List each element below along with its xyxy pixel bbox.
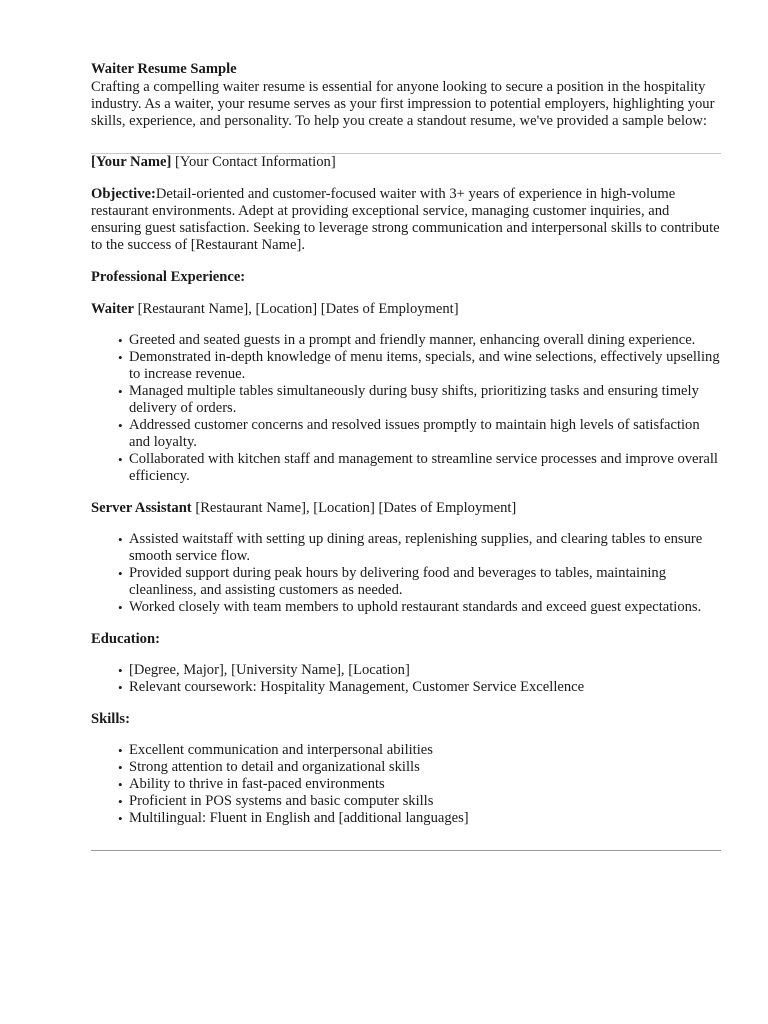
list-item <box>118 742 721 759</box>
objective-text: Detail-oriented and customer-focused waiter with 3+ years of experience in high-volume restaurant environments. Adept at providing exceptional service, managing customer inquiries, and ensuring guest satisfaction. Seeking to leverage strong communication and interpersonal skills to contribute to the success of [Restaurant Name]. <box>91 186 720 253</box>
job-title-line <box>91 301 721 318</box>
bullet-icon: • <box>118 777 123 792</box>
bullet-icon: • <box>118 452 123 467</box>
education-bullet-list <box>91 662 721 696</box>
bullet-icon: • <box>118 532 123 547</box>
bullet-icon: • <box>118 794 123 809</box>
bullet-text: Relevant coursework: Hospitality Management, Customer Service Excellence <box>129 679 585 695</box>
bullet-icon: • <box>118 600 123 615</box>
bullet-icon: • <box>118 333 123 348</box>
list-item <box>118 451 721 485</box>
skills-heading: Skills: <box>91 711 130 727</box>
list-item <box>118 662 721 679</box>
job-role: Server Assistant <box>91 500 192 516</box>
objective-paragraph <box>91 186 721 254</box>
list-item <box>118 793 721 810</box>
objective-label: Objective: <box>91 186 156 202</box>
bottom-divider <box>91 850 721 851</box>
bullet-icon: • <box>118 760 123 775</box>
document-title: Waiter Resume Sample <box>91 61 237 77</box>
job-bullet-list <box>91 332 721 485</box>
bullet-text: Collaborated with kitchen staff and management to streamline service processes and improve overall efficiency. <box>129 451 718 484</box>
job-bullet-list <box>91 531 721 616</box>
bullet-text: Provided support during peak hours by delivering food and beverages to tables, maintaining cleanliness, and assisting customers as needed. <box>129 565 667 598</box>
education-heading: Education: <box>91 631 160 647</box>
bullet-icon: • <box>118 743 123 758</box>
list-item <box>118 679 721 696</box>
bullet-text: Addressed customer concerns and resolved issues promptly to maintain high levels of satisfaction and loyalty. <box>129 417 700 450</box>
bullet-text: Assisted waitstaff with setting up dining areas, replenishing supplies, and clearing tables to ensure smooth service flow. <box>129 531 703 564</box>
bullet-text: Multilingual: Fluent in English and [additional languages] <box>129 810 469 826</box>
intro-paragraph: Crafting a compelling waiter resume is essential for anyone looking to secure a position in the hospitality industry. As a waiter, your resume serves as your first impression to potential employers, highlighting your skills, experience, and personality. To help you create a standout resume, we've provided a sample below: <box>91 79 715 129</box>
bullet-text: Excellent communication and interpersonal abilities <box>129 742 433 758</box>
bullet-icon: • <box>118 350 123 365</box>
job-role: Waiter <box>91 301 134 317</box>
bullet-text: Managed multiple tables simultaneously during busy shifts, prioritizing tasks and ensuring timely delivery of orders. <box>129 383 699 416</box>
bullet-icon: • <box>118 811 123 826</box>
list-item <box>118 349 721 383</box>
experience-heading: Professional Experience: <box>91 269 246 285</box>
list-item <box>118 759 721 776</box>
job-details: [Restaurant Name], [Location] [Dates of Employment] <box>195 500 517 516</box>
skills-bullet-list <box>91 742 721 827</box>
bullet-text: Strong attention to detail and organizational skills <box>129 759 420 775</box>
bullet-icon: • <box>118 384 123 399</box>
list-item <box>118 531 721 565</box>
bullet-icon: • <box>118 566 123 581</box>
your-name: [Your Name] <box>91 154 172 170</box>
job-details: [Restaurant Name], [Location] [Dates of Employment] <box>137 301 459 317</box>
job-title-line <box>91 500 721 517</box>
bullet-text: Greeted and seated guests in a prompt and friendly manner, enhancing overall dining experience. <box>129 332 696 348</box>
bullet-text: [Degree, Major], [University Name], [Location] <box>129 662 410 678</box>
bullet-text: Ability to thrive in fast-paced environments <box>129 776 385 792</box>
bullet-text: Demonstrated in-depth knowledge of menu items, specials, and wine selections, effectively upselling to increase revenue. <box>129 349 720 382</box>
list-item <box>118 810 721 827</box>
resume-document <box>91 61 721 851</box>
list-item <box>118 599 721 616</box>
list-item <box>118 383 721 417</box>
bullet-text: Worked closely with team members to uphold restaurant standards and exceed guest expectations. <box>129 599 702 615</box>
bullet-text: Proficient in POS systems and basic computer skills <box>129 793 434 809</box>
list-item <box>118 565 721 599</box>
list-item <box>118 776 721 793</box>
list-item <box>118 332 721 349</box>
bullet-icon: • <box>118 418 123 433</box>
contact-info: [Your Contact Information] <box>175 154 336 170</box>
list-item <box>118 417 721 451</box>
name-contact-line <box>91 154 721 171</box>
bullet-icon: • <box>118 680 123 695</box>
bullet-icon: • <box>118 663 123 678</box>
